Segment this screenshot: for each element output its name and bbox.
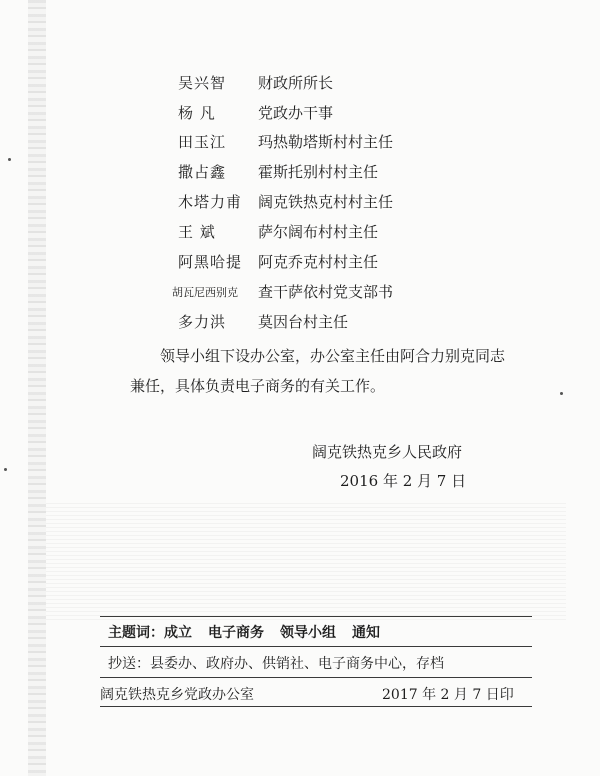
footer-top-divider <box>100 616 532 617</box>
keyword: 通知 <box>352 625 380 641</box>
issuing-office: 阔克铁热克乡党政办公室 <box>100 687 254 703</box>
scan-dot <box>560 392 563 395</box>
member-name: 多力洪 <box>178 313 227 331</box>
keyword: 成立 <box>164 625 192 641</box>
member-role: 萨尔阔布村村主任 <box>258 223 379 241</box>
member-role: 查干萨依村党支部书 <box>258 283 394 301</box>
member-role: 阿克乔克村村主任 <box>258 253 379 271</box>
signature-organization: 阔克铁热克乡人民政府 <box>312 443 463 461</box>
keywords-label: 主题词： <box>108 625 164 641</box>
scan-edge-artifact <box>28 0 46 776</box>
member-role: 霍斯托别村村主任 <box>258 163 379 181</box>
member-name: 吴兴智 <box>178 74 227 92</box>
member-name: 田玉江 <box>178 133 227 151</box>
scan-dot <box>8 158 11 161</box>
keyword: 领导小组 <box>280 625 336 641</box>
cc-list: 抄送：县委办、政府办、供销社、电子商务中心，存档 <box>108 656 444 672</box>
scan-dot <box>4 468 7 471</box>
member-name: 杨 凡 <box>178 104 216 122</box>
member-role: 玛热勒塔斯村村主任 <box>258 133 394 151</box>
signature-date: 2016 年 2 月 7 日 <box>340 472 467 490</box>
cc-divider <box>100 677 532 678</box>
member-role: 阔克铁热克村村主任 <box>258 193 394 211</box>
member-name: 阿黑哈提 <box>178 253 243 271</box>
member-name: 木塔力甫 <box>178 193 243 211</box>
body-paragraph-line: 兼任，具体负责电子商务的有关工作。 <box>130 377 386 395</box>
footer-bottom-divider <box>100 706 532 707</box>
scan-noise-artifact <box>46 500 566 620</box>
keywords-divider <box>100 646 532 647</box>
print-date: 2017 年 2 月 7 日印 <box>382 687 514 703</box>
member-role: 财政所所长 <box>258 74 334 92</box>
body-paragraph-line: 领导小组下设办公室，办公室主任由阿合力别克同志 <box>160 347 506 365</box>
member-role: 党政办干事 <box>258 104 334 122</box>
member-name: 王 斌 <box>178 223 216 241</box>
keywords-row <box>108 622 396 642</box>
member-role: 莫因台村主任 <box>258 313 349 331</box>
member-name: 撒占鑫 <box>178 163 227 181</box>
member-name: 胡瓦尼西别克 <box>172 286 238 299</box>
keyword: 电子商务 <box>208 625 264 641</box>
